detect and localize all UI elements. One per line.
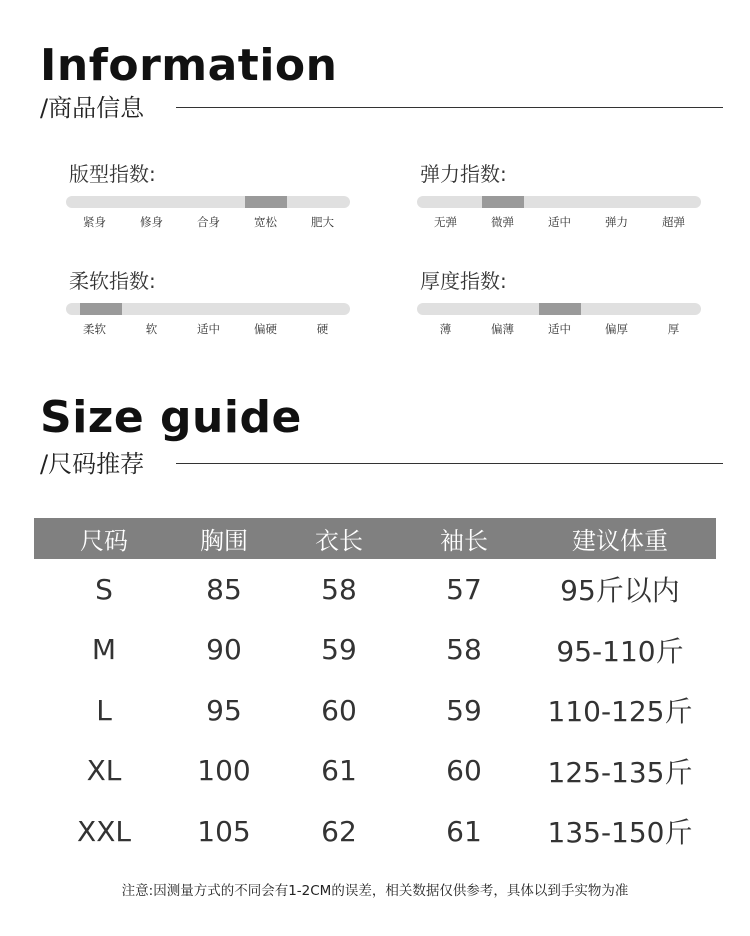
column-header: 衣长: [274, 518, 404, 559]
tick-label: 无弹: [434, 215, 457, 229]
tick-label: 软: [145, 322, 158, 336]
metric-indicator: [482, 196, 524, 208]
table-cell: 90: [206, 633, 242, 667]
metric-indicator: [245, 196, 287, 208]
tick-label: 柔软: [83, 322, 106, 336]
tick-label: 修身: [140, 215, 163, 229]
table-row: [34, 680, 716, 741]
tick-label: 偏硬: [254, 322, 277, 336]
size-guide-divider: [176, 463, 723, 464]
table-row: [34, 741, 716, 802]
information-divider: [176, 107, 723, 108]
table-cell: 60: [321, 693, 357, 727]
table-cell: 59: [446, 693, 482, 727]
table-cell: 110-125斤: [547, 695, 693, 729]
table-cell: 58: [446, 633, 482, 667]
table-cell: 62: [321, 814, 357, 848]
table-row: [34, 801, 716, 862]
metric-label: 弹力指数:: [420, 162, 507, 186]
tick-label: 偏薄: [491, 322, 514, 336]
column-header: 袖长: [404, 518, 524, 559]
table-cell: 61: [321, 754, 357, 788]
table-cell: 60: [446, 754, 482, 788]
tick-label: 紧身: [83, 215, 106, 229]
tick-label: 宽松: [254, 215, 277, 229]
table-cell: 105: [197, 814, 251, 848]
measurement-note: 注意:因测量方式的不同会有1-2CM的误差，相关数据仅供参考，具体以到手实物为准: [121, 883, 629, 899]
information-subtitle: /商品信息: [40, 94, 145, 122]
tick-label: 适中: [548, 322, 571, 336]
table-cell: M: [91, 633, 117, 667]
table-cell: S: [95, 572, 113, 606]
metric-indicator: [539, 303, 581, 315]
metric-track: [66, 303, 350, 315]
metric-track: [417, 303, 701, 315]
size-guide-subtitle: /尺码推荐: [40, 450, 145, 478]
column-header: 尺码: [34, 518, 174, 559]
metric-indicator: [80, 303, 122, 315]
metric-ticks: [66, 321, 350, 337]
table-cell: 85: [206, 572, 242, 606]
table-cell: L: [96, 693, 112, 727]
information-title: Information: [40, 40, 338, 91]
size-table: [34, 518, 716, 862]
table-cell: 125-135斤: [547, 755, 693, 789]
metric-label: 厚度指数:: [420, 269, 507, 293]
column-header: 胸围: [174, 518, 274, 559]
metric-ticks: [417, 214, 701, 230]
tick-label: 厚: [667, 322, 680, 336]
table-cell: 61: [446, 814, 482, 848]
size-table-header: [34, 518, 716, 559]
tick-label: 合身: [197, 215, 220, 229]
metric-label: 版型指数:: [69, 162, 156, 186]
metric-ticks: [66, 214, 350, 230]
table-cell: 135-150斤: [547, 816, 693, 850]
tick-label: 适中: [548, 215, 571, 229]
table-cell: XXL: [77, 814, 131, 848]
tick-label: 硬: [316, 322, 329, 336]
table-row: [34, 559, 716, 620]
table-cell: 95-110斤: [556, 634, 684, 668]
table-row: [34, 620, 716, 681]
table-cell: 95斤以内: [560, 574, 680, 608]
tick-label: 肥大: [311, 215, 334, 229]
metric-track: [66, 196, 350, 208]
metric-track: [417, 196, 701, 208]
tick-label: 薄: [439, 322, 452, 336]
tick-label: 微弹: [491, 215, 514, 229]
column-header: 建议体重: [524, 518, 716, 559]
table-cell: 95: [206, 693, 242, 727]
table-cell: 100: [197, 754, 251, 788]
size-guide-title: Size guide: [40, 392, 302, 443]
table-cell: XL: [86, 754, 122, 788]
tick-label: 偏厚: [605, 322, 628, 336]
metric-label: 柔软指数:: [69, 269, 156, 293]
table-cell: 59: [321, 633, 357, 667]
table-cell: 58: [321, 572, 357, 606]
tick-label: 超弹: [662, 215, 685, 229]
metric-ticks: [417, 321, 701, 337]
table-cell: 57: [446, 572, 482, 606]
tick-label: 弹力: [605, 215, 628, 229]
tick-label: 适中: [197, 322, 220, 336]
